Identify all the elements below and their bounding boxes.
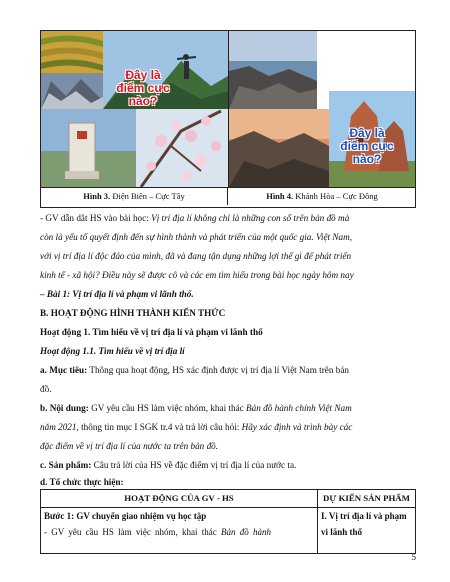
table-header-expected-product: DỰ KIẾN SẢN PHẨM	[318, 490, 415, 508]
intro-lead: - GV dẫn dắt HS vào bài học:	[40, 213, 152, 223]
subactivity-heading: Hoạt động 1.1. Tìm hiểu về vị trí địa lí	[40, 346, 185, 356]
callout-line: nào?	[352, 152, 382, 166]
caption-figure-3	[41, 188, 228, 205]
content-text: GV yêu cầu HS làm việc nhóm, khai thác	[88, 403, 247, 413]
product-label: c. Sản phẩm:	[40, 460, 92, 470]
content-text: , thông tin mục I SGK tr.4 và trả lời câu hỏi:	[76, 422, 242, 432]
figure-caption-row	[41, 187, 415, 208]
table-cell-activity	[44, 508, 314, 540]
callout-line: điểm cực	[116, 81, 170, 95]
figure-khanh-hoa	[229, 31, 415, 187]
page-number: 5	[411, 552, 416, 562]
content-year: năm 2021	[40, 422, 77, 432]
product-text: Câu trả lời của HS về đặc điểm vị trí địa lí của nước ta.	[91, 460, 297, 470]
step-heading: Bước 1: GV chuyển giao nhiệm vụ học tập	[44, 511, 207, 521]
callout-line: Đây là	[125, 68, 161, 82]
objective-text: Thông qua hoạt động, HS xác định được vị trí địa lí Việt Nam trên bản	[87, 365, 350, 375]
caption-text: Điện Biên – Cực Tây	[110, 191, 185, 201]
objective-line	[40, 364, 416, 376]
table-header-teacher-student: HOẠT ĐỘNG CỦA GV - HS	[41, 490, 318, 508]
activity-heading: Hoạt động 1. Tìm hiểu về vị trí địa lí và phạm vi lãnh thổ	[40, 327, 263, 337]
step-text-lead: - GV yêu cầu HS làm việc nhóm, khai thác	[44, 527, 222, 537]
section-heading: B. HOẠT ĐỘNG HÌNH THÀNH KIẾN THỨC	[40, 308, 226, 318]
product-heading-line: vi lãnh thổ	[321, 527, 363, 537]
activity-table	[40, 489, 416, 554]
paragraph-intro-line	[40, 212, 416, 224]
objective-label: a. Mục tiêu:	[40, 365, 88, 375]
product-line	[40, 459, 416, 471]
table-column-divider	[317, 507, 318, 553]
caption-label: Hình 3.	[83, 191, 111, 201]
paragraph-intro-line: kinh tế - xã hội? Điều này sẽ được cô và các em tìm hiểu trong bài học ngày hôm nay	[40, 270, 354, 280]
figure-table	[40, 30, 416, 208]
step-text	[44, 524, 314, 540]
product-heading-line: I. Vị trí địa lí và phạm	[321, 511, 407, 521]
content-map-name: Bản đồ hành chính Việt Nam	[246, 403, 352, 413]
dien-bien-collage-image	[41, 31, 228, 187]
caption-figure-4	[229, 191, 415, 201]
paragraph-intro-line: với vị trí địa lí độc đáo của mình, đã và đang tận dụng những lợi thế gì để phát triển	[40, 251, 352, 261]
intro-quote: Vị trí địa lí không chỉ là những con số trên bản đồ mà	[151, 213, 350, 223]
content-label: b. Nội dung:	[40, 403, 89, 413]
content-question: Hãy xác định và trình bày các	[241, 422, 353, 432]
paragraph-intro-line: còn là yếu tố quyết định đến sự hình thành và phát triển của một quốc gia. Việt Nam,	[40, 232, 353, 242]
callout-line: Đây là	[349, 126, 385, 140]
figure-dien-bien	[41, 31, 229, 187]
lesson-title-line: – Bài 1: Vị trí địa lí và phạm vi lãnh thổ.	[40, 289, 194, 299]
objective-line: đồ.	[40, 384, 52, 394]
callout-line: nào?	[128, 94, 158, 108]
callout-question-right	[327, 127, 407, 166]
caption-text: Khánh Hòa – Cực Đông	[293, 191, 378, 201]
callout-line: điểm cực	[340, 139, 394, 153]
organization-heading: d. Tổ chức thực hiện:	[40, 477, 124, 487]
step-text-map: Bản đồ hành	[221, 527, 272, 537]
content-line	[40, 421, 416, 433]
content-line	[40, 402, 416, 414]
callout-question-left	[103, 69, 183, 108]
content-line: đặc điểm về vị trí địa lí của nước ta trên bản đồ.	[40, 441, 219, 451]
caption-label: Hình 4.	[266, 191, 294, 201]
table-cell-product	[321, 508, 415, 540]
